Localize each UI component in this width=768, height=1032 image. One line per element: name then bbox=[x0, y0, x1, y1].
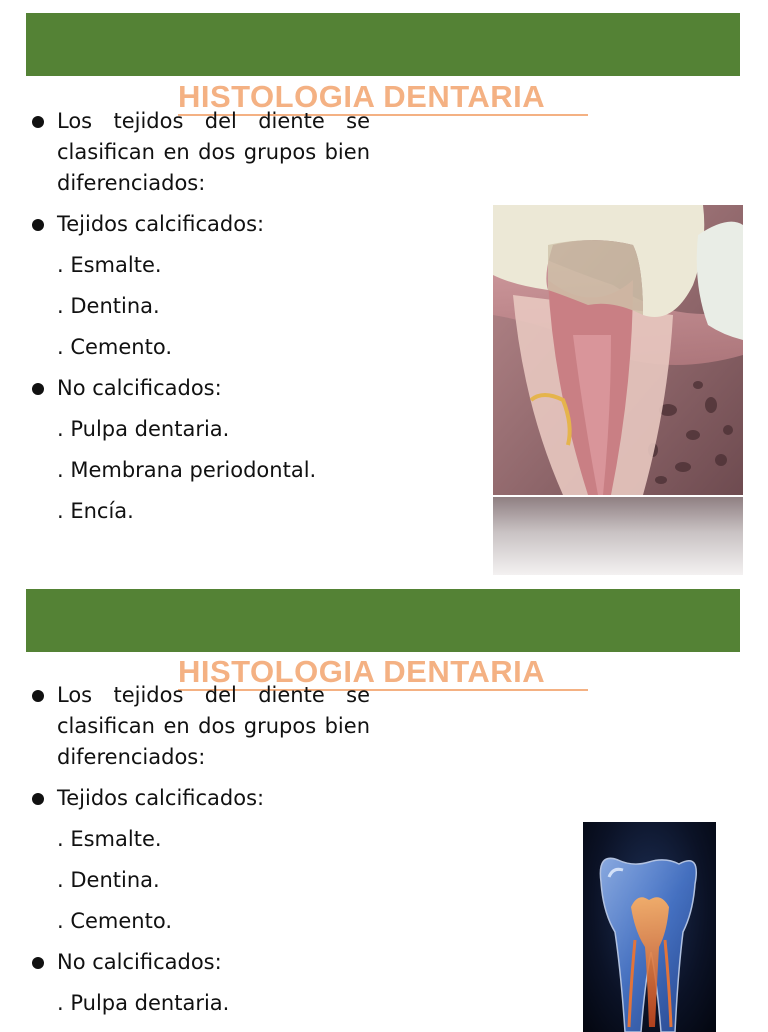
intro-text: Los tejidos del diente se clasifican en dos grupos bien diferenciados: bbox=[57, 683, 370, 769]
slide-header-bar bbox=[26, 13, 740, 76]
bullet-icon bbox=[32, 690, 44, 702]
bullet-icon bbox=[32, 793, 44, 805]
slide-header-bar bbox=[26, 589, 740, 652]
slide-2 bbox=[0, 578, 768, 1024]
slide-title: HISTOLOGIA DENTARIA bbox=[178, 655, 588, 691]
bullet-item-calcified bbox=[32, 783, 370, 814]
sub-item: . Pulpa dentaria. bbox=[57, 991, 230, 1015]
tooth-cross-section-image bbox=[493, 205, 743, 495]
bullet-icon bbox=[32, 957, 44, 969]
slide-title: HISTOLOGIA DENTARIA bbox=[178, 80, 588, 116]
bullet-icon bbox=[32, 383, 44, 395]
group-label: No calcificados: bbox=[57, 950, 222, 974]
sub-item: . Cemento. bbox=[57, 335, 173, 359]
sub-item: . Esmalte. bbox=[57, 827, 162, 851]
bullet-item-intro bbox=[32, 106, 370, 199]
bullet-item-non-calcified bbox=[32, 947, 370, 978]
bullet-item-non-calcified bbox=[32, 373, 370, 404]
sub-item: . Encía. bbox=[57, 499, 134, 523]
sub-item: . Dentina. bbox=[57, 868, 160, 892]
bullet-item-calcified bbox=[32, 209, 370, 240]
sub-item: . Membrana periodontal. bbox=[57, 458, 317, 482]
group-label: No calcificados: bbox=[57, 376, 222, 400]
group-label: Tejidos calcificados: bbox=[57, 786, 265, 810]
sub-item: . Cemento. bbox=[57, 909, 173, 933]
sub-item: . Esmalte. bbox=[57, 253, 162, 277]
bullet-icon bbox=[32, 219, 44, 231]
slide-content bbox=[32, 680, 370, 1029]
group-label: Tejidos calcificados: bbox=[57, 212, 265, 236]
bullet-item-intro bbox=[32, 680, 370, 773]
sub-item: . Pulpa dentaria. bbox=[57, 417, 230, 441]
intro-text: Los tejidos del diente se clasifican en dos grupos bien diferenciados: bbox=[57, 109, 370, 195]
slide-content bbox=[32, 106, 370, 537]
tooth-3d-image bbox=[583, 822, 716, 1032]
image-reflection bbox=[493, 497, 743, 575]
bullet-icon bbox=[32, 116, 44, 128]
sub-item: . Dentina. bbox=[57, 294, 160, 318]
